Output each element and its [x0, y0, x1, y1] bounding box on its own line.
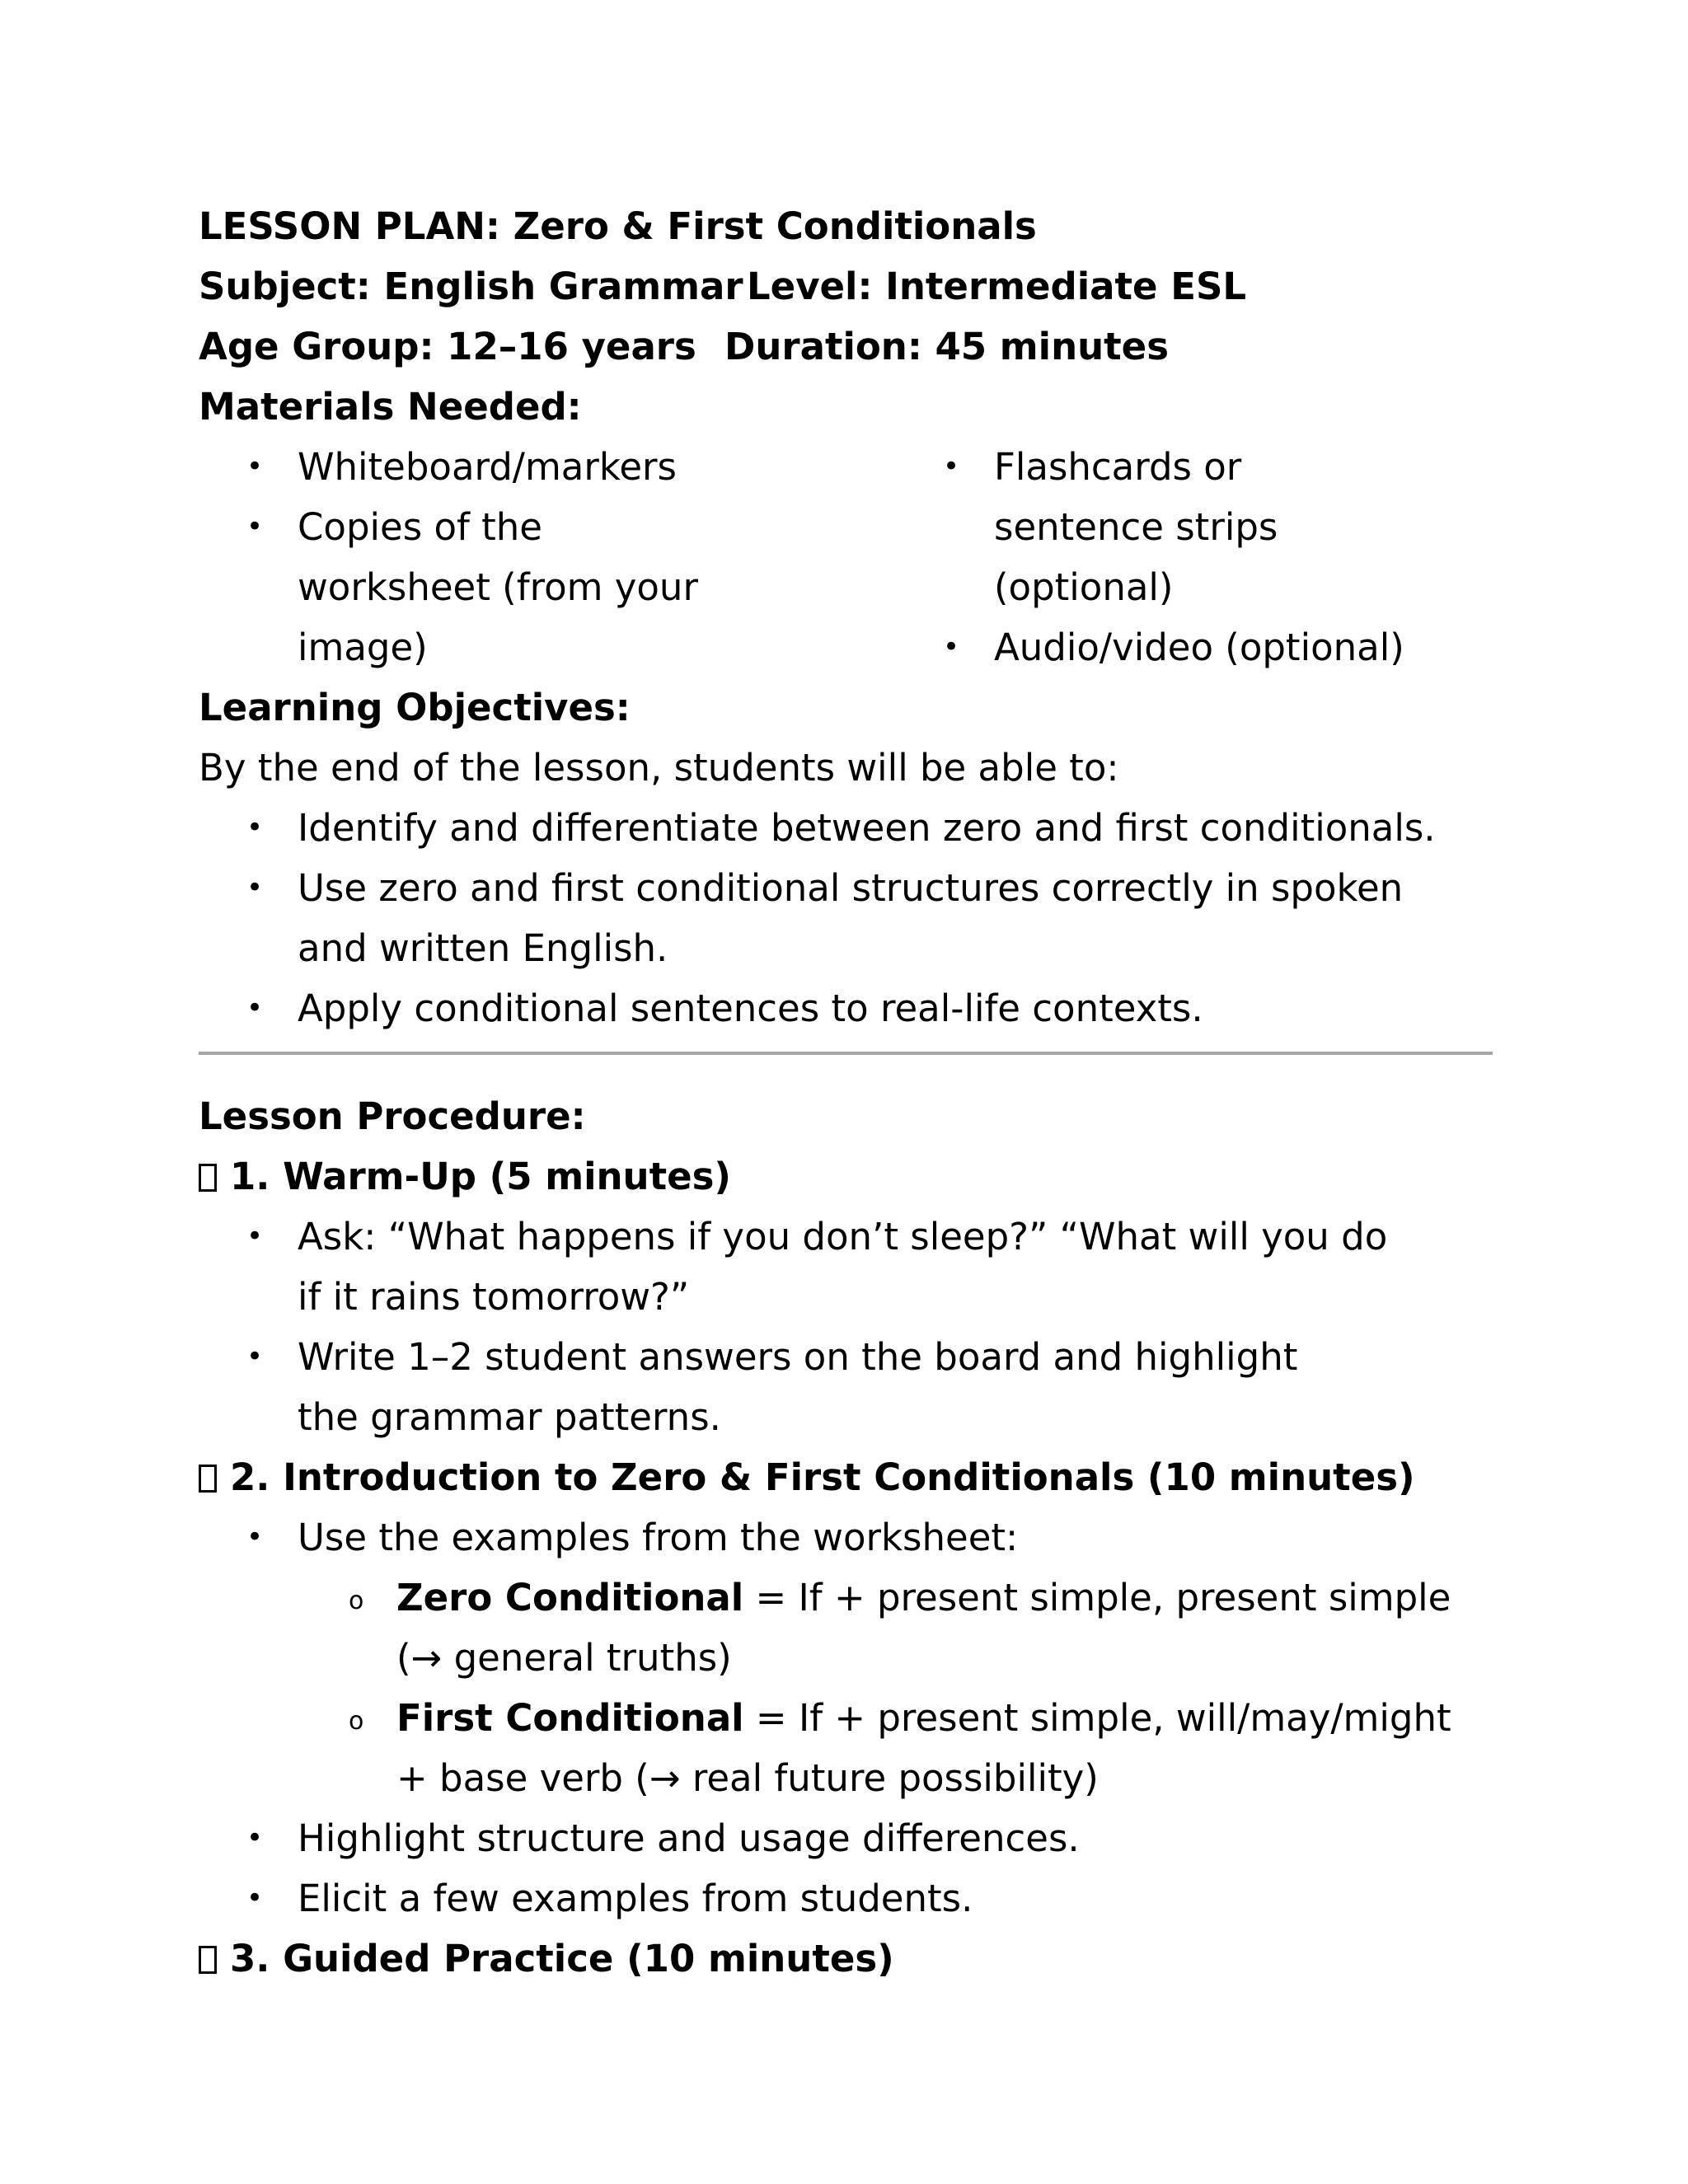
list-item: • Elicit a few examples from students. [199, 1868, 1501, 1929]
horizontal-divider [199, 1052, 1493, 1055]
list-item: • Apply conditional sentences to real-life contexts. [199, 978, 1501, 1038]
document-page [199, 196, 1501, 1989]
materials-list [199, 437, 1501, 677]
list-item: • Ask: “What happens if you don’t sleep?” “What will you do if it rains tomorrow?” [199, 1207, 1410, 1327]
lesson-title: LESSON PLAN: Zero & First Conditionals [199, 204, 1037, 248]
list-item: • Use the examples from the worksheet: [199, 1507, 1501, 1568]
step-1-list [199, 1207, 1501, 1447]
checkbox-glyph-icon [199, 1465, 217, 1493]
age-group-text: Age Group: 12–16 years [199, 325, 696, 368]
list-item: • Use zero and first conditional structures correctly in spoken and written English. [199, 858, 1427, 978]
list-item-first-conditional: o First Conditional = If + present simple, will/may/might + base verb (→ real future possibility) [199, 1688, 1460, 1808]
duration-text: Duration: 45 minutes [724, 325, 1169, 368]
list-item: • Copies of the worksheet (from your image) [199, 497, 710, 677]
list-item: • Audio/video (optional) [895, 617, 1406, 677]
procedure-heading: Lesson Procedure: [199, 1094, 586, 1138]
list-item: • Write 1–2 student answers on the board and highlight the grammar patterns. [199, 1327, 1369, 1447]
step-3-title: 3. Guided Practice (10 minutes) [199, 1929, 1501, 1989]
materials-column-1 [199, 437, 895, 677]
list-item: • Identify and differentiate between zero and first conditionals. [199, 798, 1501, 858]
step-2-title: 2. Introduction to Zero & First Conditionals (10 minutes) [199, 1447, 1501, 1507]
meta-row-age-duration [199, 316, 1501, 377]
checkbox-glyph-icon [199, 1164, 217, 1192]
subject-text: Subject: English Grammar [199, 265, 743, 308]
list-item: • Flashcards or sentence strips (optional) [895, 437, 1373, 617]
step-1-title: 1. Warm-Up (5 minutes) [199, 1146, 1501, 1207]
objectives-intro: By the end of the lesson, students will be able to: [199, 746, 1119, 790]
list-item-zero-conditional: o Zero Conditional = If + present simple, present simple (→ general truths) [199, 1568, 1460, 1688]
checkbox-glyph-icon [199, 1946, 217, 1974]
list-item: • Highlight structure and usage differences. [199, 1808, 1501, 1868]
level-text: Level: Intermediate ESL [747, 265, 1247, 308]
materials-column-2 [895, 437, 1406, 677]
materials-heading: Materials Needed: [199, 385, 582, 429]
step-2-list [199, 1507, 1501, 1929]
objectives-list [199, 798, 1501, 1038]
meta-row-subject-level [199, 256, 1501, 316]
list-item: • Whiteboard/markers [199, 437, 895, 497]
objectives-heading: Learning Objectives: [199, 686, 631, 729]
